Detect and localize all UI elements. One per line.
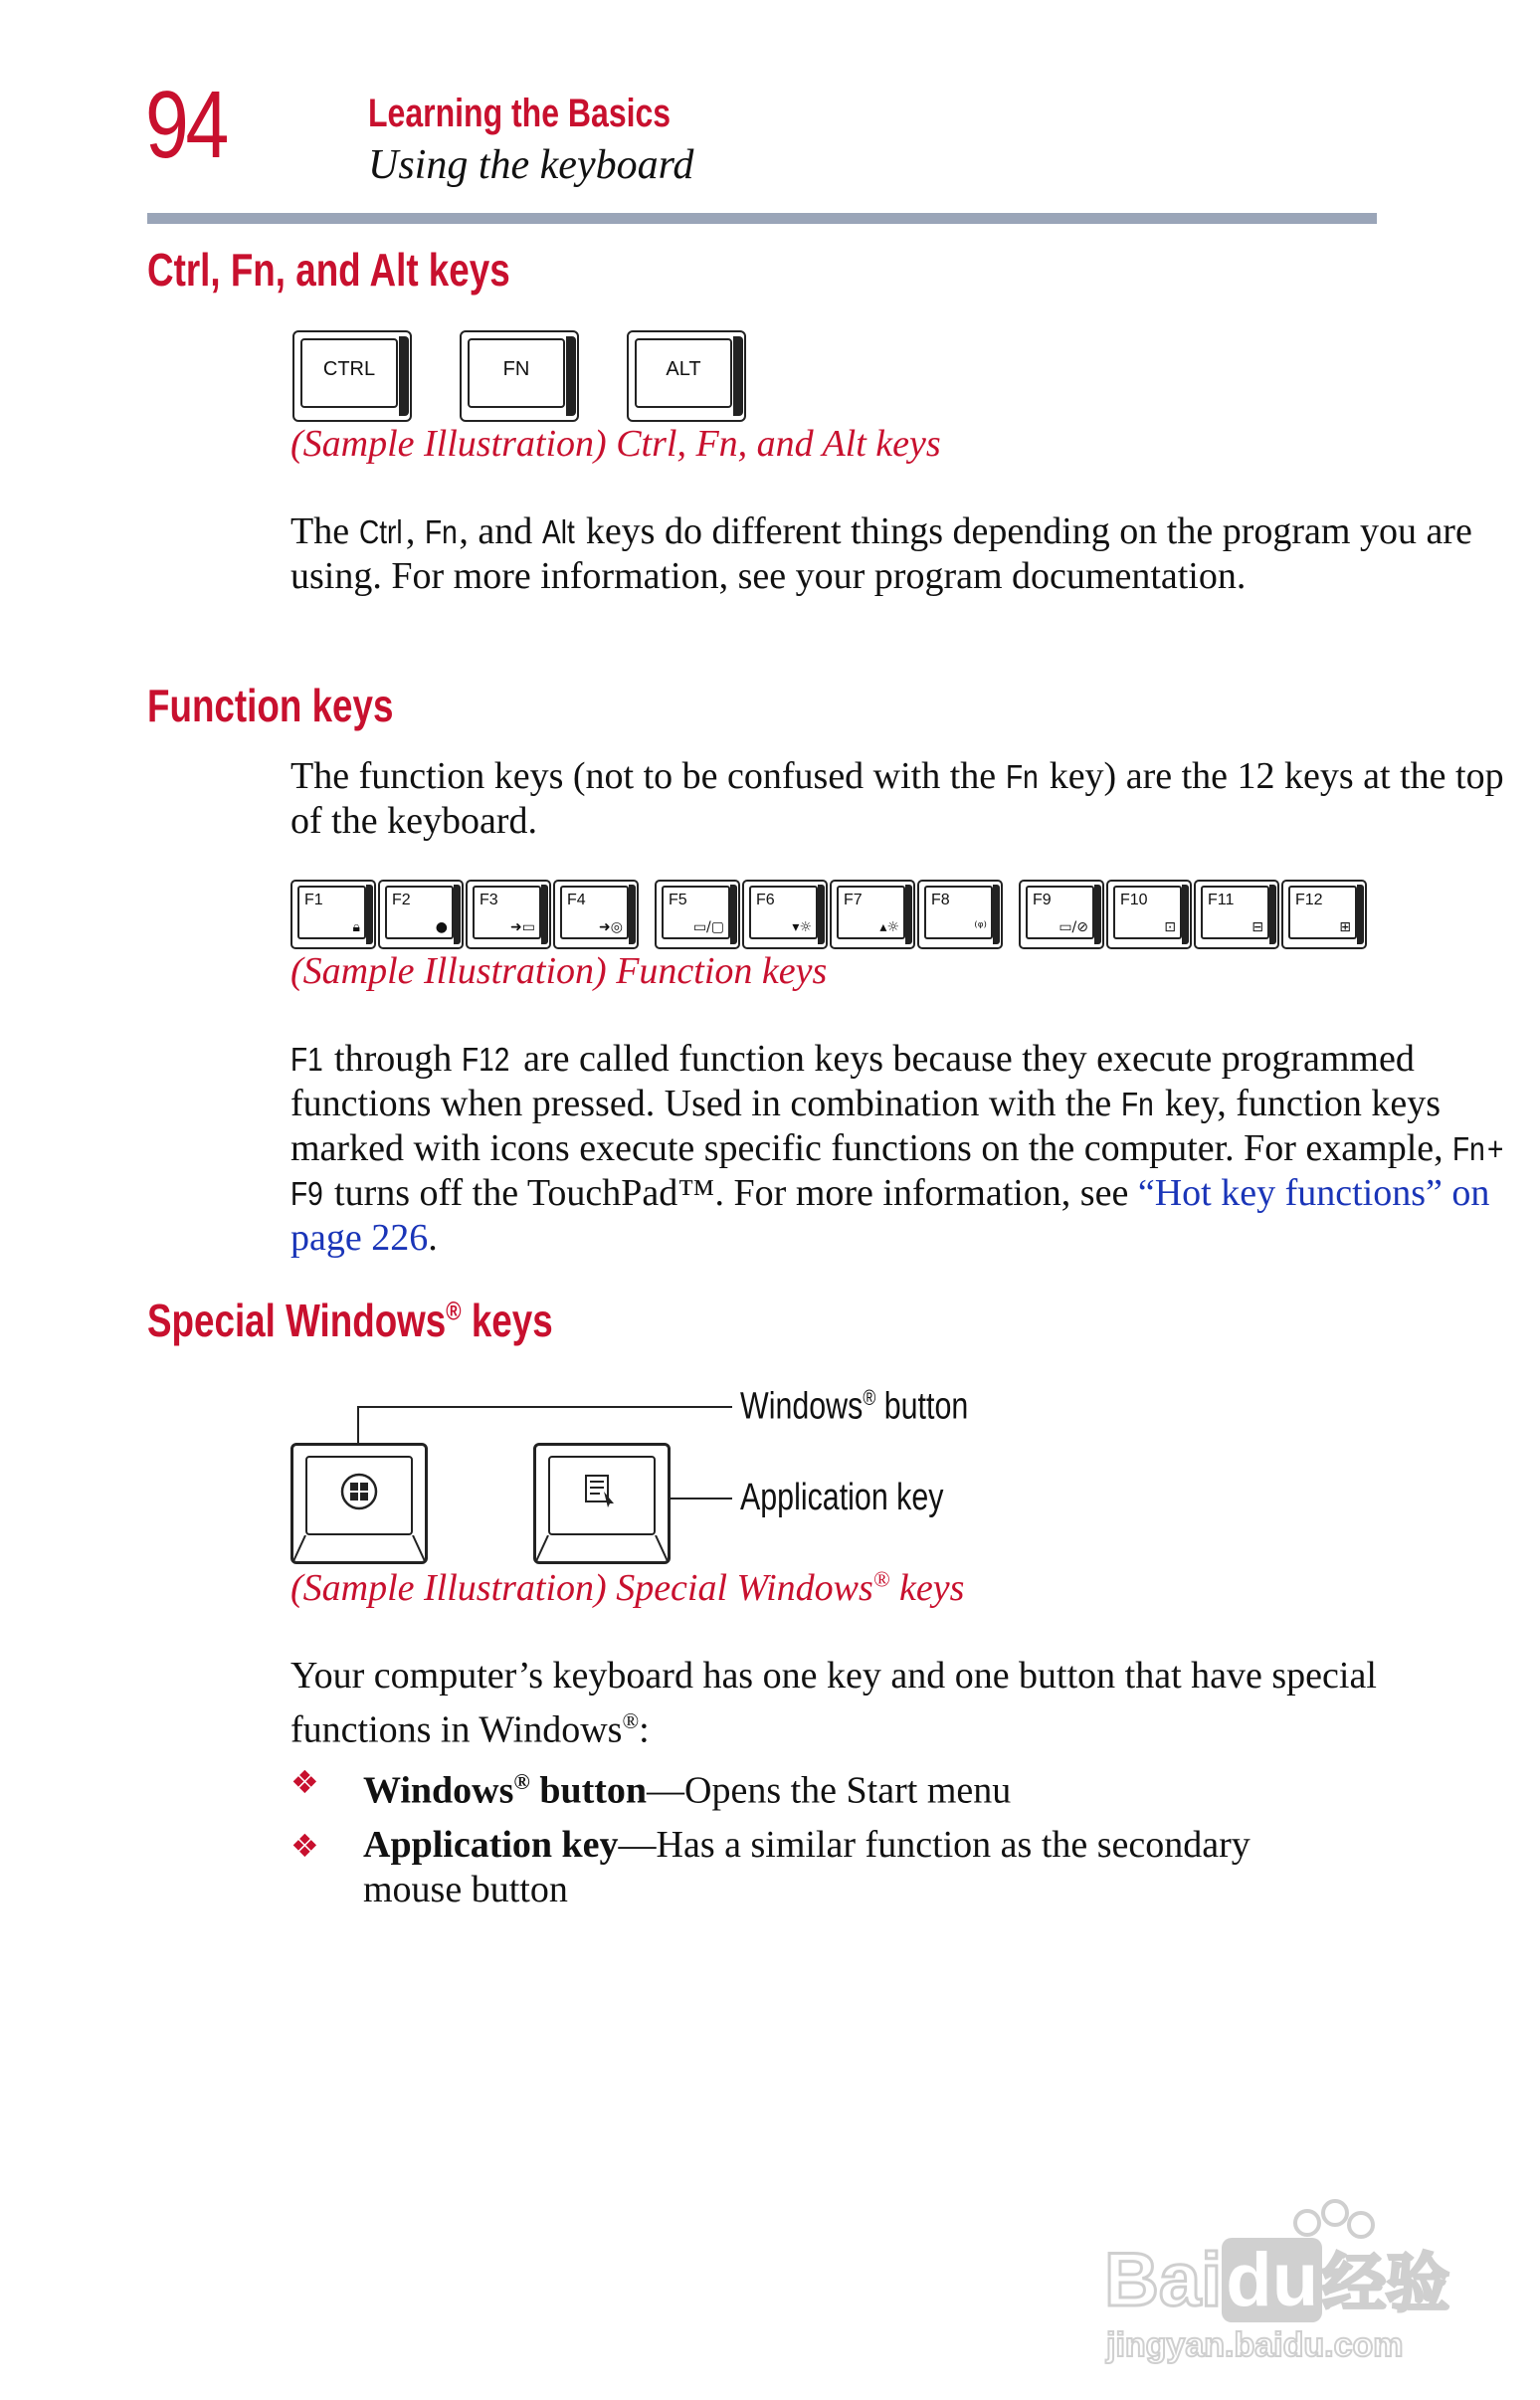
paragraph-special-windows-keys: Your computer’s keyboard has one key and one button that have special functions in Windows®: — [290, 1655, 1377, 1751]
baidu-cn-text: 经验 — [1322, 2248, 1450, 2321]
bullet-diamond-icon: ❖ — [290, 1827, 319, 1865]
page-number: 94 — [145, 72, 227, 178]
fn-key-text: Fn — [1452, 1130, 1485, 1167]
baidu-brand-text: Bai — [1104, 2238, 1223, 2322]
heading-special-windows-keys: Special Windows® keys — [147, 1295, 553, 1346]
chapter-title: Learning the Basics — [368, 92, 672, 135]
lock-icon: 🔒︎ — [352, 919, 360, 935]
caption-function-keys: (Sample Illustration) Function keys — [290, 950, 828, 992]
paragraph-function-keys-detail: F1 through F12 are called function keys because they execute programmed functions when pressed. Used in combination with the Fn key, function keys marked with icons execute specific functions on the computer. For example, Fn+F9 turns off the TouchPad™. For more information, see “Hot key functions” on page 226. — [290, 1038, 1504, 1259]
function-key-label: F8 — [931, 892, 950, 908]
bullet-application-key: Application key—Has a similar function as the secondary mouse button — [363, 1824, 1251, 1910]
baidu-watermark — [1104, 2189, 1462, 2368]
caption-special-windows-keys: (Sample Illustration) Special Windows® keys — [290, 1566, 965, 1609]
function-key-f4 — [553, 880, 639, 949]
paragraph-function-keys-intro: The function keys (not to be confused with the Fn key) are the 12 keys at the top of the keyboard. — [290, 755, 1504, 842]
fn-key-label: FN — [502, 358, 530, 380]
header-rule — [147, 213, 1377, 224]
function-key-f12 — [1281, 880, 1367, 949]
windows-key-illustration — [290, 1443, 428, 1564]
hibernate-icon: ➜◎ — [599, 919, 623, 935]
alt-key-text: Alt — [541, 513, 575, 550]
fn-key-text: Fn — [1120, 1086, 1154, 1122]
function-key-f9 — [1019, 880, 1104, 949]
fn-key-illustration — [460, 330, 579, 422]
ctrl-key-label: CTRL — [322, 358, 376, 380]
callout-windows-button: Windows® button — [740, 1385, 969, 1428]
function-key-label: F3 — [480, 892, 498, 908]
function-key-label: F5 — [669, 892, 687, 908]
function-key-f10 — [1106, 880, 1192, 949]
function-key-f3 — [466, 880, 551, 949]
display-icon: ▭/▢ — [692, 919, 724, 935]
heading-function-keys: Function keys — [147, 680, 394, 731]
ctrl-key-text: Ctrl — [358, 513, 403, 550]
hot-key-functions-link[interactable]: “Hot key functions” on page 226 — [290, 1172, 1490, 1259]
function-key-label: F12 — [1295, 892, 1323, 908]
brightness-up-icon: ▴☼ — [879, 919, 899, 935]
function-key-f11 — [1194, 880, 1279, 949]
function-key-label: F9 — [1033, 892, 1052, 908]
function-key-f7 — [830, 880, 915, 949]
function-key-label: F4 — [567, 892, 586, 908]
scroll-lock-icon: ⊞ — [1339, 919, 1351, 935]
function-key-label: F11 — [1208, 892, 1235, 908]
application-menu-icon — [580, 1470, 620, 1509]
alt-key-label: ALT — [666, 358, 701, 380]
heading-ctrl-fn-alt: Ctrl, Fn, and Alt keys — [147, 244, 510, 296]
f12-key-text: F12 — [461, 1041, 510, 1078]
windows-logo-icon — [339, 1472, 379, 1511]
caption-ctrl-fn-alt: (Sample Illustration) Ctrl, Fn, and Alt keys — [290, 423, 941, 465]
power-icon: ● — [435, 919, 448, 935]
function-key-f8 — [917, 880, 1003, 949]
baidu-brand-du: du — [1222, 2238, 1322, 2322]
brightness-down-icon: ▾☼ — [792, 919, 812, 935]
paragraph-ctrl-fn-alt: The Ctrl, Fn, and Alt keys do different things depending on the program you are using. For more information, see your program documentation. — [290, 510, 1472, 597]
function-key-f5 — [655, 880, 740, 949]
function-key-label: F6 — [756, 892, 775, 908]
numlock-icon: ⊟ — [1251, 919, 1263, 935]
function-key-label: F7 — [844, 892, 863, 908]
function-key-f6 — [742, 880, 828, 949]
ctrl-key-illustration — [292, 330, 412, 422]
baidu-url-text: jingyan.baidu.com — [1106, 2326, 1404, 2364]
fn-key-text: Fn — [424, 513, 458, 550]
function-key-f2 — [378, 880, 464, 949]
wireless-icon: ⁽ᵠ⁾ — [974, 919, 987, 935]
fn-key-text: Fn — [1005, 758, 1039, 795]
function-key-label: F1 — [304, 892, 323, 908]
bullet-diamond-icon: ❖ — [290, 1763, 319, 1801]
f1-key-text: F1 — [290, 1041, 323, 1078]
function-key-label: F2 — [392, 892, 411, 908]
f9-key-text: F9 — [290, 1175, 323, 1212]
touchpad-icon: ▭/⊘ — [1059, 919, 1088, 935]
keypad-icon: ⊡ — [1164, 919, 1176, 935]
callout-application-key: Application key — [740, 1477, 944, 1518]
alt-key-illustration — [627, 330, 746, 422]
application-key-illustration — [533, 1443, 671, 1564]
function-key-label: F10 — [1120, 892, 1148, 908]
sleep-icon: ➜▭ — [510, 919, 535, 935]
section-subtitle: Using the keyboard — [368, 142, 694, 188]
bullet-windows-button: Windows® button—Opens the Start menu — [363, 1769, 1012, 1812]
function-key-f1 — [290, 880, 376, 949]
